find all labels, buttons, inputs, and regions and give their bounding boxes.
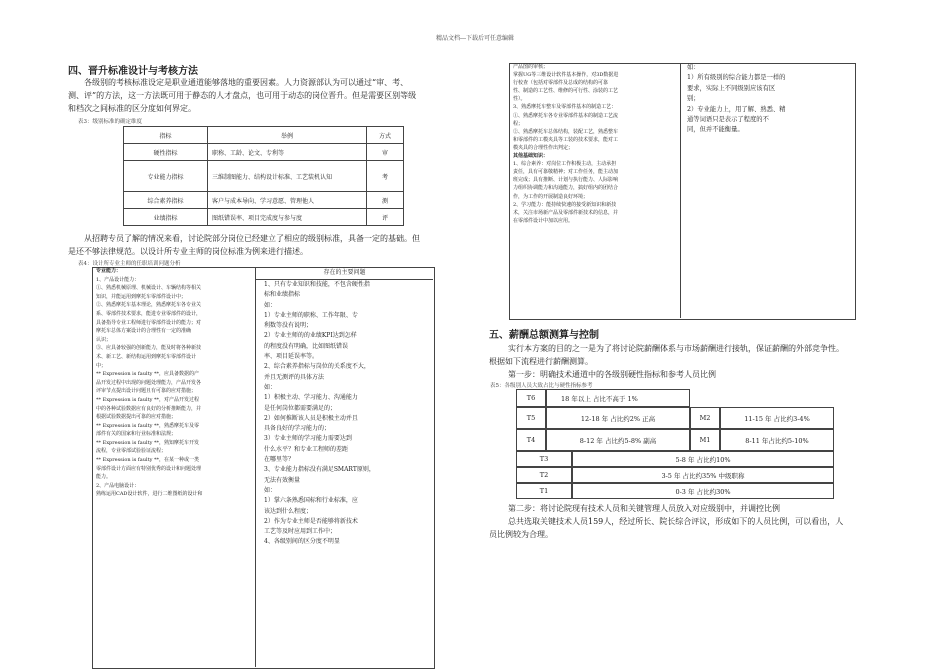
table3-cell: 测 bbox=[367, 192, 404, 209]
continued-left-line: 其他基础知识： bbox=[513, 153, 549, 160]
table4-right-line: 1）积极主动、学习能力、沟通能力 bbox=[264, 394, 358, 402]
continued-left-line: 力组织协调能力和沟通能力，搞好组内的团结合 bbox=[513, 185, 619, 192]
table4-left-line: ** Expression is faulty **，在某一种或一类 bbox=[96, 457, 199, 464]
table4-left-line: ②、熟悉摩托车基本理论，熟悉摩托车各专业关 bbox=[96, 302, 202, 309]
table5-caption: 表5：各级别人员大致占比与硬性指标参考 bbox=[490, 383, 593, 389]
section5-para3-line2: 员比例较为合理。 bbox=[489, 530, 553, 539]
table3-cell: 业绩指标 bbox=[124, 209, 208, 226]
table4-right-line: 如： bbox=[264, 301, 277, 309]
table4-left-line: 具备指导专业工程师进行零部件设计的能力；对 bbox=[96, 319, 202, 326]
continued-left-line: 责任，具有可靠敬精神；对工作任务，能主动加 bbox=[513, 169, 619, 176]
table4-right-line: 并且无测评的具体方法 bbox=[264, 373, 325, 381]
section4-heading: 四、晋升标准设计与考核方法 bbox=[68, 66, 198, 77]
table3-caption: 表3：级别标准的确定维度 bbox=[78, 119, 143, 125]
table5 bbox=[516, 389, 834, 499]
table4-right-line: 2、综合素养指标与岗位的关系度不大， bbox=[264, 363, 370, 371]
table4-left-line: ①、熟悉机械原理、机械设计、车辆结构等相关 bbox=[96, 285, 202, 292]
section4-para2-line2: 是还不够法律规范。以设计所专业主师的岗位标准为例来进行描述。 bbox=[68, 247, 308, 256]
level-text: 3-5 年 占比约35% 中级职称 bbox=[572, 467, 834, 483]
table3-cell: 图纸错误率、项目完成度与参与度 bbox=[208, 209, 367, 226]
section5-para3-line1: 总共选取关键技术人员159人，经过所长、院长综合评议，形成如下的人员比例，可以看出，人 bbox=[508, 517, 844, 526]
continued-left-line: 和零部件的工模夹具等工装的技术要求，能对工 bbox=[513, 136, 619, 143]
table4-right-line: 该达到什么程度； bbox=[264, 507, 313, 515]
table4-left-line: ** Expression is faulty **，应具备数据的产 bbox=[96, 371, 199, 378]
table4-right-line: 工艺等及时应用到工作中； bbox=[264, 528, 337, 536]
continued-right-line: 2）专业能力上，用了解、熟悉、精 bbox=[687, 105, 786, 113]
level-label: T5 bbox=[516, 407, 546, 429]
section4-para1-line2: 测、评”的方法，这一方法既可用于静态的人才盘点，也可用于动态的岗位晋升。但是需要区别等级 bbox=[68, 91, 417, 100]
level-text: 8-12 年 占比约5-8% 副高 bbox=[546, 429, 690, 451]
table4-right-line: 的程度没有明确，比如图纸错误 bbox=[264, 342, 349, 350]
continued-left-line: 作，为工作的开展制造良好环境； bbox=[513, 193, 589, 200]
section5-para-line2: 根据如下流程进行薪酬测算。 bbox=[489, 357, 593, 366]
table4-right-line: 2）专业主师的的业绩KPI达到怎样 bbox=[264, 332, 357, 340]
table4-left-line: 知识，并能运用到摩托车零部件设计中； bbox=[96, 293, 187, 300]
table4-right-line: 是任何岗位都需要满足的； bbox=[264, 404, 337, 412]
table4-right-line: 如： bbox=[264, 486, 277, 494]
table4-left-line: 能力。 bbox=[96, 474, 112, 481]
level-label: M1 bbox=[690, 429, 720, 451]
table4-left-line: 术、新工艺、新结构运用到摩托车零部件设计 bbox=[96, 353, 197, 360]
level-text: 0-3 年 占比约30% bbox=[572, 483, 834, 499]
table4-right-line: 什么水平？和专业工程师的差距 bbox=[264, 445, 349, 453]
table3-cell: 三维制图能力、结构设计标准、工艺装机认知 bbox=[208, 161, 367, 192]
table4-left-line: ③、应具备较强的创新能力，能及时将各种新技 bbox=[96, 345, 202, 352]
level-label: T3 bbox=[516, 451, 572, 467]
continued-table-right bbox=[681, 63, 853, 318]
table3-cell: 硬性指标 bbox=[124, 144, 208, 161]
table4-right-line: 3、专业能力指标没有满足SMART原则， bbox=[264, 466, 375, 474]
table4-right-line: 标和业绩指标 bbox=[264, 291, 301, 299]
table4-right-line: 2）作为专业主师是否能够将新技术 bbox=[264, 517, 358, 525]
section4-para1-line3: 和档次之间标准的区分度如何界定。 bbox=[68, 104, 196, 113]
table4-right-line: 1、只有专业知识和技能，不包含硬性指 bbox=[264, 281, 370, 288]
table4-left-line: 零部件设计方面应有特别优秀的设计和问题处理 bbox=[96, 465, 202, 472]
table4-left-column bbox=[92, 267, 256, 667]
level-label: T6 bbox=[516, 389, 546, 407]
section4-para1-line1: 各级别的考核标准设定是职业通道能够落地的重要因素。人力资源部认为可以通过“审、考、 bbox=[84, 78, 409, 87]
table4-right-line: 2）如何推断该人员是积极主动并且 bbox=[264, 414, 358, 422]
table4-left-line: 1、产品设计能力： bbox=[96, 276, 140, 283]
table4-right-column bbox=[256, 267, 433, 667]
table4-right-line: 利数等没有说明； bbox=[264, 322, 313, 330]
table4-right-line: 具备良好的学习能力的； bbox=[264, 425, 331, 433]
table4-left-line: 认识； bbox=[96, 336, 112, 343]
table4-left-line: 部件有关的国家和行业标准和法规； bbox=[96, 431, 177, 438]
continued-right-line: 如： bbox=[687, 64, 700, 71]
table4-right-line: 在哪里等？ bbox=[264, 456, 295, 464]
level-text: 12-18 年 占比约2% 正高 bbox=[546, 407, 690, 429]
level-label: M2 bbox=[690, 407, 720, 429]
continued-left-line: 行校查（包括对零部件及总成的结构的可靠 bbox=[513, 80, 609, 87]
section5-heading: 五、薪酬总额测算与控制 bbox=[489, 330, 599, 341]
table3-cell: 综合素养指标 bbox=[124, 192, 208, 209]
level-text: 11-15 年 占比约3-4% bbox=[720, 407, 834, 429]
continued-right-line: 1）所有级别的综合能力都是一样的 bbox=[687, 74, 786, 82]
table3-header: 方式 bbox=[367, 127, 404, 144]
table4-left-line: 中； bbox=[96, 362, 107, 369]
table4-left-line: 品开发过程中出现的问题处理能力，产品开发各 bbox=[96, 379, 202, 386]
table3 bbox=[123, 126, 404, 226]
table4-right-line: 率、项目延误率等。 bbox=[264, 353, 319, 361]
continued-left-line: 程； bbox=[513, 120, 524, 127]
continued-table-left bbox=[509, 63, 681, 318]
table3-cell: 考 bbox=[367, 161, 404, 192]
continued-right-line: 同，但并不能衡量。 bbox=[687, 126, 744, 134]
table4-left-line: 2、产品电脑设计： bbox=[96, 482, 140, 489]
section4-para2-line1: 从招聘专员了解的情况来看，讨论院部分岗位已经建立了相应的级别标准，具备一定的基础。但 bbox=[84, 234, 420, 243]
table4-left-line: 系、零部件技术要求，能进专业零部件的设计， bbox=[96, 310, 202, 317]
table4-left-line: ** Expression is faulty **，熟知摩托车开发 bbox=[96, 439, 199, 446]
table3-cell: 专业能力指标 bbox=[124, 161, 208, 192]
continued-left-line: 班完成；具有推断、计划与执行能力、人际影响 bbox=[513, 177, 619, 184]
continued-left-line: 1、综合素养：对岗位工作积极主动，主动承担 bbox=[513, 161, 617, 168]
table3-cell: 职称、工龄、论文、专利等 bbox=[208, 144, 367, 161]
section5-step1: 第一步：明确技术通道中的各级别硬性指标和参考人员比例 bbox=[508, 370, 716, 379]
continued-left-line: 在零部件设计中加以应用。 bbox=[513, 217, 574, 224]
continued-left-line: ②、熟悉摩托车总体结构，装配工艺，熟悉整车 bbox=[513, 128, 619, 135]
section5-step2: 第二步：将讨论院现有技术人员和关键管理人员放入对应级别中，并调控比例 bbox=[508, 504, 780, 513]
level-label: T4 bbox=[516, 429, 546, 451]
level-text: 18 年以上 占比不高于 1% bbox=[546, 389, 690, 407]
table4-left-line: 中的各种试验数据应有良好的分析推断能力，并 bbox=[96, 405, 202, 412]
table4-left-line: ** Expression is faulty **，熟悉摩托车及零 bbox=[96, 422, 199, 429]
level-text: 5-8 年 占比约10% bbox=[572, 451, 834, 467]
table4-right-line: 无法有效衡量 bbox=[264, 476, 301, 484]
table4-right-line: 4、各级别间的区分度不明显 bbox=[264, 538, 340, 546]
table4-right-header: 存在的主要问题 bbox=[256, 267, 433, 280]
table3-header: 举例 bbox=[208, 127, 367, 144]
table4-left-line: 评审节点提出设计问题且有可靠的应对措施； bbox=[96, 388, 197, 395]
continued-right-line: 要求，实际上不同级别应该有区 bbox=[687, 84, 776, 92]
table4-left-line: 流程，专业零部试验验证流程； bbox=[96, 448, 167, 455]
table3-cell: 审 bbox=[367, 144, 404, 161]
continued-left-line: 产品图的审核； bbox=[513, 64, 549, 70]
continued-left-line: 3、熟悉摩托车整车及零部件基本的制造工艺： bbox=[513, 104, 617, 111]
table4-right-line: 3）专业主师的学习能力需要达到 bbox=[264, 435, 352, 443]
header-note: 精品文档---下载后可任意编辑 bbox=[435, 35, 515, 42]
table4-left-line: 摩托车总体方案设计的合理性有一定的准确 bbox=[96, 328, 192, 335]
continued-left-line: ①、熟悉摩托车各专业零部件基本的制造工艺流 bbox=[513, 112, 619, 119]
level-label: T1 bbox=[516, 483, 572, 499]
continued-left-line: 术，关注市场新产品及零部件新技术的信息，并 bbox=[513, 209, 619, 216]
table3-cell: 评 bbox=[367, 209, 404, 226]
level-text: 8-11 年占比约5-10% bbox=[720, 429, 834, 451]
continued-right-line: 别； bbox=[687, 95, 700, 103]
table4-left-line: 根据试验数据提出可靠的应对措施； bbox=[96, 414, 177, 421]
level-label: T2 bbox=[516, 467, 572, 483]
table4-left-line: 专业能力： bbox=[96, 268, 122, 274]
continued-left-line: 性、制造的工艺性、维修的可行性、涂装的工艺 bbox=[513, 88, 619, 95]
continued-left-line: 性）。 bbox=[513, 96, 526, 103]
table4-right-line: 1）掌六条熟悉国标和行业标准，应 bbox=[264, 497, 358, 505]
continued-left-line: 2、学习能力：能持续快速的接受新知识和新技 bbox=[513, 201, 617, 208]
table3-cell: 客户与成本导向、学习意愿、管理他人 bbox=[208, 192, 367, 209]
table4-right-line: 如： bbox=[264, 383, 277, 391]
table4-left-line: 熟练运用CAD设计软件，进行二维图纸的设计和 bbox=[96, 491, 203, 498]
section5-para-line1: 实行本方案的目的之一是为了将讨论院薪酬体系与市场薪酬进行接轨，保证薪酬的外部竞争性。 bbox=[508, 344, 844, 353]
continued-left-line: 掌握UG等三维设计软件基本操作，对3D数据进 bbox=[513, 72, 619, 79]
table3-header: 指标 bbox=[124, 127, 208, 144]
table4-caption: 表4：设计所专业主师的任职培训问题分析 bbox=[78, 261, 181, 267]
table4-left-line: ** Expression is faulty **，对产品开发过程 bbox=[96, 396, 199, 403]
continued-left-line: 模夹具的合理性作出判定； bbox=[513, 144, 574, 151]
table4-right-line: 1）专业主师的职称、工作年限、专 bbox=[264, 311, 358, 319]
continued-right-line: 通等词语只是表示了程度的不 bbox=[687, 116, 769, 124]
